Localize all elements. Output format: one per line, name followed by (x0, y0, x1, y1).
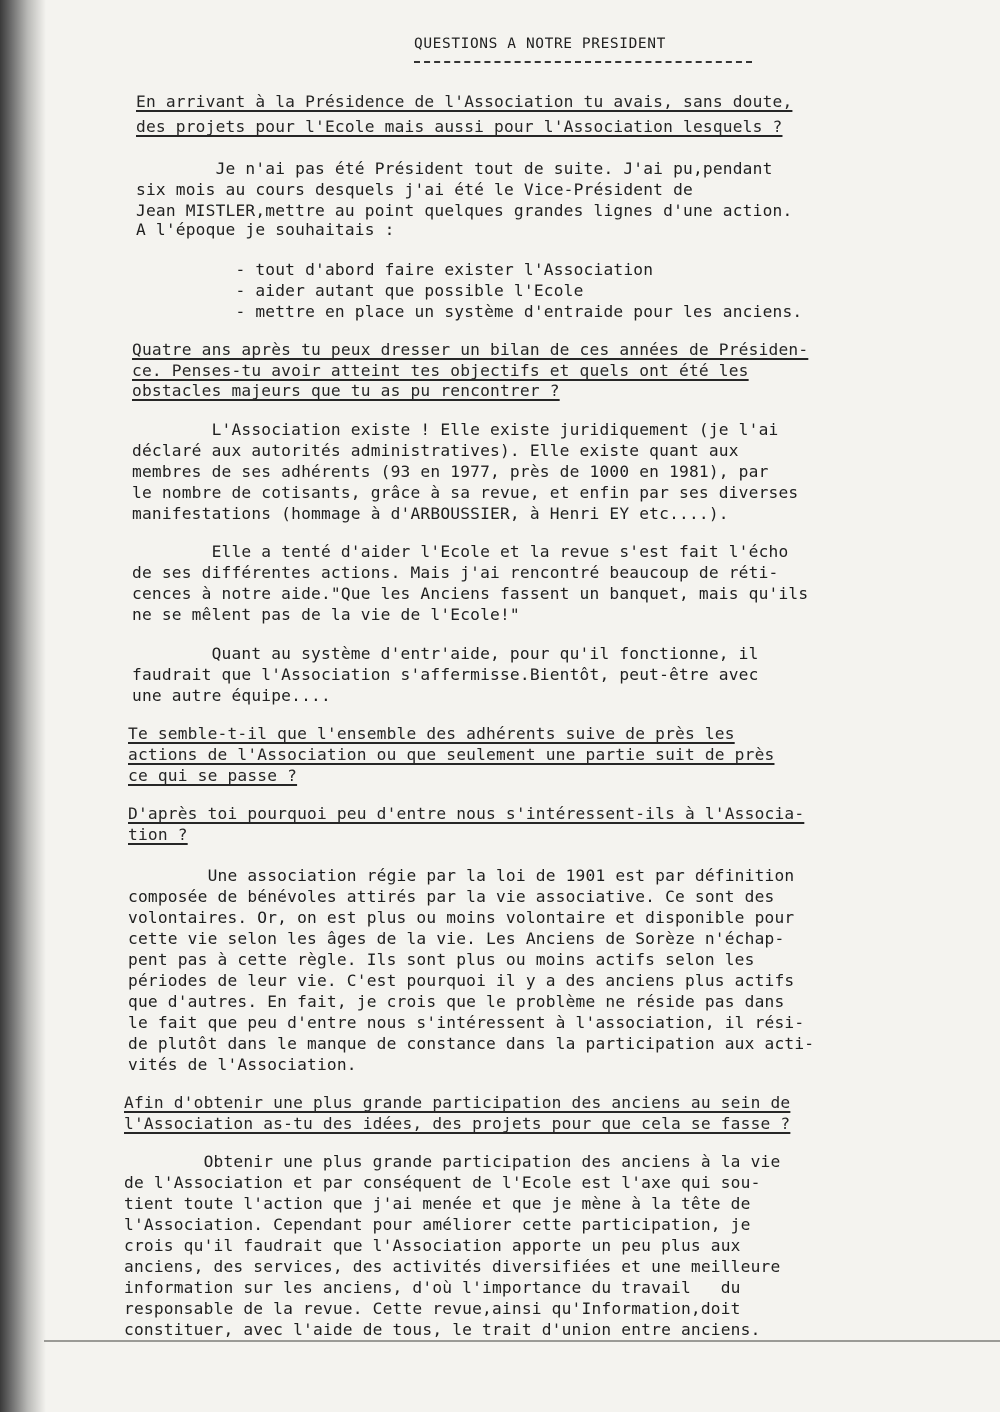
answer-line: l'Association. Cependant pour améliorer cette participation, je (124, 1215, 751, 1234)
answer-line: tient toute l'action que j'ai menée et que je mène à la tête de (124, 1194, 751, 1213)
answer-line: Jean MISTLER,mettre au point quelques grandes lignes d'une action. (136, 201, 793, 220)
question-line: obstacles majeurs que tu as pu rencontrer ? (132, 381, 560, 400)
answer-line: vités de l'Association. (128, 1055, 357, 1074)
list-item: - aider autant que possible l'Ecole (136, 281, 584, 300)
answer-line: responsable de la revue. Cette revue,ainsi qu'Information,doit (124, 1299, 741, 1318)
answer-line: le fait que peu d'entre nous s'intéressent à l'association, il rési- (128, 1013, 805, 1032)
answer-line: information sur les anciens, d'où l'importance du travail du (124, 1278, 741, 1297)
answer-line: le nombre de cotisants, grâce à sa revue, et enfin par ses diverses (132, 483, 799, 502)
question-line: Te semble-t-il que l'ensemble des adhérents suive de près les (128, 724, 735, 743)
question-line: tion ? (128, 825, 188, 844)
question-line: D'après toi pourquoi peu d'entre nous s'intéressent-ils à l'Associa- (128, 804, 805, 823)
answer-line: que d'autres. En fait, je crois que le problème ne réside pas dans (128, 992, 785, 1011)
answer-line: déclaré aux autorités administratives). Elle existe quant aux (132, 441, 739, 460)
question-line: l'Association as-tu des idées, des projets pour que cela se fasse ? (124, 1114, 791, 1133)
answer-line: Quant au système d'entr'aide, pour qu'il fonctionne, il (132, 644, 759, 663)
answer-line: L'Association existe ! Elle existe juridiquement (je l'ai (132, 420, 779, 439)
answer-line: cences à notre aide."Que les Anciens fassent un banquet, mais qu'ils (132, 584, 809, 603)
answer-line: Je n'ai pas été Président tout de suite. J'ai pu,pendant (136, 159, 773, 178)
question-line: ce qui se passe ? (128, 766, 298, 785)
answer-line: faudrait que l'Association s'affermisse.Bientôt, peut-être avec (132, 665, 759, 684)
answer-line: pent pas à cette règle. Ils sont plus ou moins actifs selon les (128, 950, 755, 969)
answer-line: volontaires. Or, on est plus ou moins volontaire et disponible pour (128, 908, 795, 927)
question-line: En arrivant à la Présidence de l'Association tu avais, sans doute, (136, 92, 793, 111)
answer-line: crois qu'il faudrait que l'Association apporte un peu plus aux (124, 1236, 741, 1255)
answer-line: Une association régie par la loi de 1901 est par définition (128, 866, 795, 885)
question-line: des projets pour l'Ecole mais aussi pour l'Association lesquels ? (136, 117, 783, 136)
answer-line: de l'Association et par conséquent de l'Ecole est l'axe qui sou- (124, 1173, 761, 1192)
page-bottom-edge (44, 1340, 1000, 1342)
answer-line: Elle a tenté d'aider l'Ecole et la revue s'est fait l'écho (132, 542, 789, 561)
answer-line: manifestations (hommage à d'ARBOUSSIER, à Henri EY etc....). (132, 504, 729, 523)
answer-line: constituer, avec l'aide de tous, le trait d'union entre anciens. (124, 1320, 761, 1339)
list-item: - mettre en place un système d'entraide pour les anciens. (136, 302, 803, 321)
question-line: actions de l'Association ou que seulement une partie suit de près (128, 745, 775, 764)
answer-line: ne se mêlent pas de la vie de l'Ecole!" (132, 605, 520, 624)
answer-line: périodes de leur vie. C'est pourquoi il y a des anciens plus actifs (128, 971, 795, 990)
question-line: Quatre ans après tu peux dresser un bilan de ces années de Présiden- (132, 340, 809, 359)
question-line: Afin d'obtenir une plus grande participation des anciens au sein de (124, 1093, 791, 1112)
title-underline (414, 61, 752, 63)
answer-line: Obtenir une plus grande participation des anciens à la vie (124, 1152, 781, 1171)
answer-line: composée de bénévoles attirés par la vie associative. Ce sont des (128, 887, 775, 906)
answer-line: de ses différentes actions. Mais j'ai rencontré beaucoup de réti- (132, 563, 779, 582)
answer-line: de plutôt dans le manque de constance dans la participation aux acti- (128, 1034, 815, 1053)
answer-line: anciens, des services, des activités diversifiées et une meilleure (124, 1257, 781, 1276)
answer-line: A l'époque je souhaitais : (136, 220, 395, 239)
question-line: ce. Penses-tu avoir atteint tes objectifs et quels ont été les (132, 361, 749, 380)
page-binding-shadow (0, 0, 46, 1412)
answer-line: membres de ses adhérents (93 en 1977, près de 1000 en 1981), par (132, 462, 769, 481)
page-title: QUESTIONS A NOTRE PRESIDENT (414, 36, 666, 52)
answer-line: cette vie selon les âges de la vie. Les Anciens de Sorèze n'échap- (128, 929, 785, 948)
answer-line: six mois au cours desquels j'ai été le Vice-Président de (136, 180, 693, 199)
list-item: - tout d'abord faire exister l'Association (136, 260, 654, 279)
answer-line: une autre équipe.... (132, 686, 331, 705)
